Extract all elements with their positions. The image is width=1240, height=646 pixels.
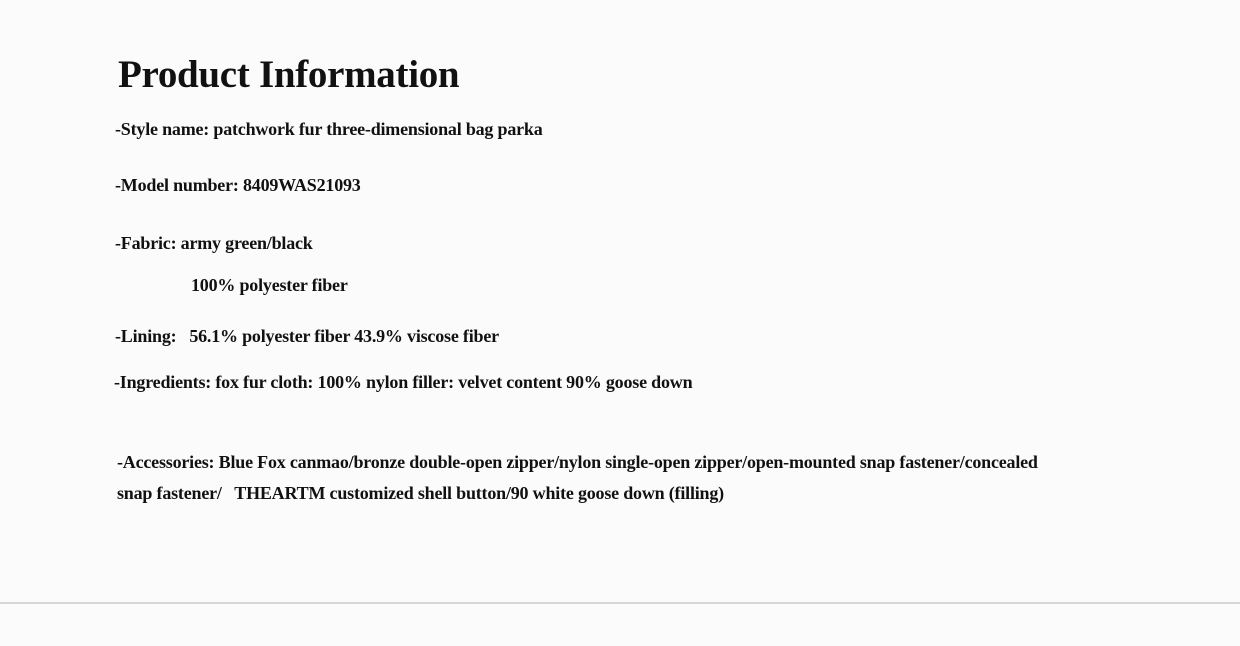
lining: -Lining: 56.1% polyester fiber 43.9% viscose fiber [115, 326, 499, 346]
style-name: -Style name: patchwork fur three-dimensional bag parka [115, 119, 543, 139]
ingredients: -Ingredients: fox fur cloth: 100% nylon filler: velvet content 90% goose down [114, 372, 693, 392]
accessories-line-1: -Accessories: Blue Fox canmao/bronze double-open zipper/nylon single-open zipper/open-mounted snap fastener/concealed [117, 452, 1038, 472]
divider [0, 602, 1240, 604]
accessories-line-2: snap fastener/ THEARTM customized shell button/90 white goose down (filling) [117, 483, 724, 503]
model-number: -Model number: 8409WAS21093 [115, 175, 361, 195]
fabric: -Fabric: army green/black [115, 233, 313, 253]
page-title: Product Information [118, 53, 460, 96]
fabric-detail: 100% polyester fiber [191, 275, 348, 295]
